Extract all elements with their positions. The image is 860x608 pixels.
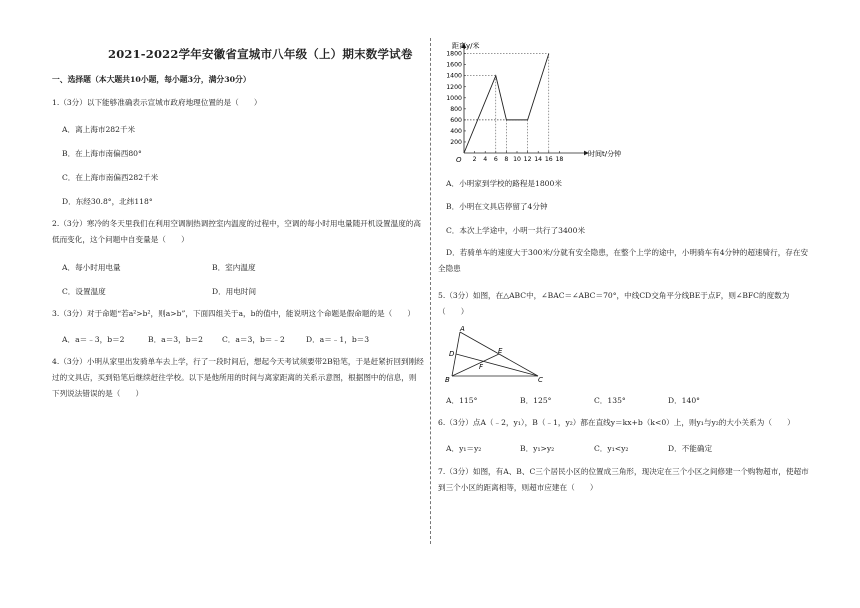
q1-option-a: A．离上海市282千米 [62, 125, 136, 134]
x-tick-label: 4 [483, 156, 488, 163]
question-6-stem: 6.（3分）点A（﹣2，y₁），B（﹣1，y₂）都在直线y＝kx+b（k<0）上，则y₁与y₂的大小关系为（ ） [438, 418, 795, 427]
question-1-stem: 1.（3分）以下能够准确表示宣城市政府地理位置的是（ ） [52, 98, 262, 107]
question-4-stem: 4.（3分）小明从家里出发骑单车去上学，行了一段时间后，想起今天考试须要带2B铅笔，于是赶紧折回到刚经过的文具店，买到铅笔后继续赶往学校。以下是他所用的时间与离家距离的关系示意图，根据图中的信息，则下列说法错误的是（ ） [52, 357, 424, 398]
page-title: 2021-2022学年安徽省宣城市八年级（上）期末数学试卷 [108, 47, 413, 61]
q3-option-a: A．a＝﹣3，b＝2 [62, 335, 125, 344]
y-tick-label: 600 [450, 116, 462, 124]
q5-option-d: D．140° [668, 396, 700, 405]
point-e-label: E [498, 347, 503, 355]
x-tick-label: 10 [513, 156, 521, 163]
y-axis-label: 距离y/米 [452, 42, 480, 50]
question-3-stem: 3.（3分）对于命题“若a²>b²，则a>b”，下面四组关于a，b的值中，能说明这个命题是假命题的是（ ） [52, 309, 415, 318]
q4-option-a: A．小明家到学校的路程是1800米 [446, 179, 562, 188]
y-tick-label: 800 [450, 105, 462, 113]
q2-option-b: B．室内温度 [212, 263, 256, 272]
point-d-label: D [449, 350, 455, 358]
q2-option-d: D．用电时间 [212, 287, 257, 296]
q3-option-b: B．a＝3，b＝2 [148, 335, 204, 344]
q4-option-c: C．本次上学途中，小明一共行了3400米 [446, 226, 586, 235]
y-tick-label: 400 [450, 127, 462, 135]
x-tick-label: 6 [493, 156, 498, 163]
q4-option-b: B．小明在文具店停留了4分钟 [446, 202, 548, 211]
question-7-stem: 7.（3分）如图，有A、B、C三个居民小区的位置成三角形，现决定在三个小区之间修建一个购物超市，使超市到三个小区的距离相等，则超市应建在（ ） [438, 467, 809, 492]
q1-option-c: C．在上海市南偏西282千米 [62, 173, 159, 182]
y-tick-label: 200 [450, 138, 462, 146]
q6-option-c: C．y₁<y₂ [594, 444, 629, 453]
q4-option-d: D．若骑单车的速度大于300米/分就有安全隐患，在整个上学的途中，小明骑车有4分钟的超速骑行，存在安全隐患 [438, 248, 809, 273]
q5-option-c: C．135° [594, 396, 626, 405]
origin-label: O [456, 156, 462, 164]
column-divider [430, 38, 431, 544]
q1-option-b: B．在上海市南偏西80° [62, 149, 142, 158]
q6-option-a: A．y₁＝y₂ [446, 444, 482, 453]
y-tick-label: 1800 [446, 50, 462, 58]
x-tick-label: 16 [544, 156, 553, 163]
q1-option-d: D．东经30.8°，北纬118° [62, 197, 153, 206]
question-2-stem: 2.（3分）寒冷的冬天里我们在利用空调制热调控室内温度的过程中，空调的每小时用电量随开机设置温度的高低而变化，这个问题中自变量是（ ） [52, 219, 421, 244]
q3-option-c: C．a＝3，b＝﹣2 [222, 335, 285, 344]
q5-option-a: A．115° [446, 396, 478, 405]
vertex-a-label: A [460, 325, 465, 333]
y-tick-label: 1000 [446, 94, 462, 102]
x-tick-label: 14 [534, 156, 543, 163]
distance-time-chart [438, 38, 653, 166]
q2-option-c: C．设置温度 [62, 287, 106, 296]
q6-option-d: D．不能确定 [668, 444, 713, 453]
x-axis-label: 时间t/分钟 [588, 150, 622, 158]
triangle-figure [442, 324, 552, 388]
vertex-c-label: C [538, 376, 543, 384]
point-f-label: F [479, 363, 484, 371]
x-tick-label: 12 [523, 156, 532, 163]
q3-option-d: D．a＝﹣1，b＝3 [306, 335, 370, 344]
q6-option-b: B．y₁>y₂ [520, 444, 555, 453]
x-tick-label: 8 [504, 156, 509, 163]
y-tick-label: 1600 [446, 61, 462, 69]
y-tick-label: 1400 [446, 72, 462, 80]
x-tick-label: 2 [472, 156, 477, 163]
section-heading: 一、选择题（本大题共10小题，每小题3分，满分30分） [52, 75, 251, 84]
x-tick-label: 18 [555, 156, 564, 163]
vertex-b-label: B [445, 376, 450, 384]
q5-option-b: B．125° [520, 396, 552, 405]
y-tick-label: 1200 [446, 83, 462, 91]
question-5-stem: 5.（3分）如图，在△ABC中，∠BAC＝∠ABC＝70°，中线CD交角平分线BE于点F，则∠BFC的度数为（ ） [438, 291, 790, 316]
q2-option-a: A．每小时用电量 [62, 263, 121, 272]
